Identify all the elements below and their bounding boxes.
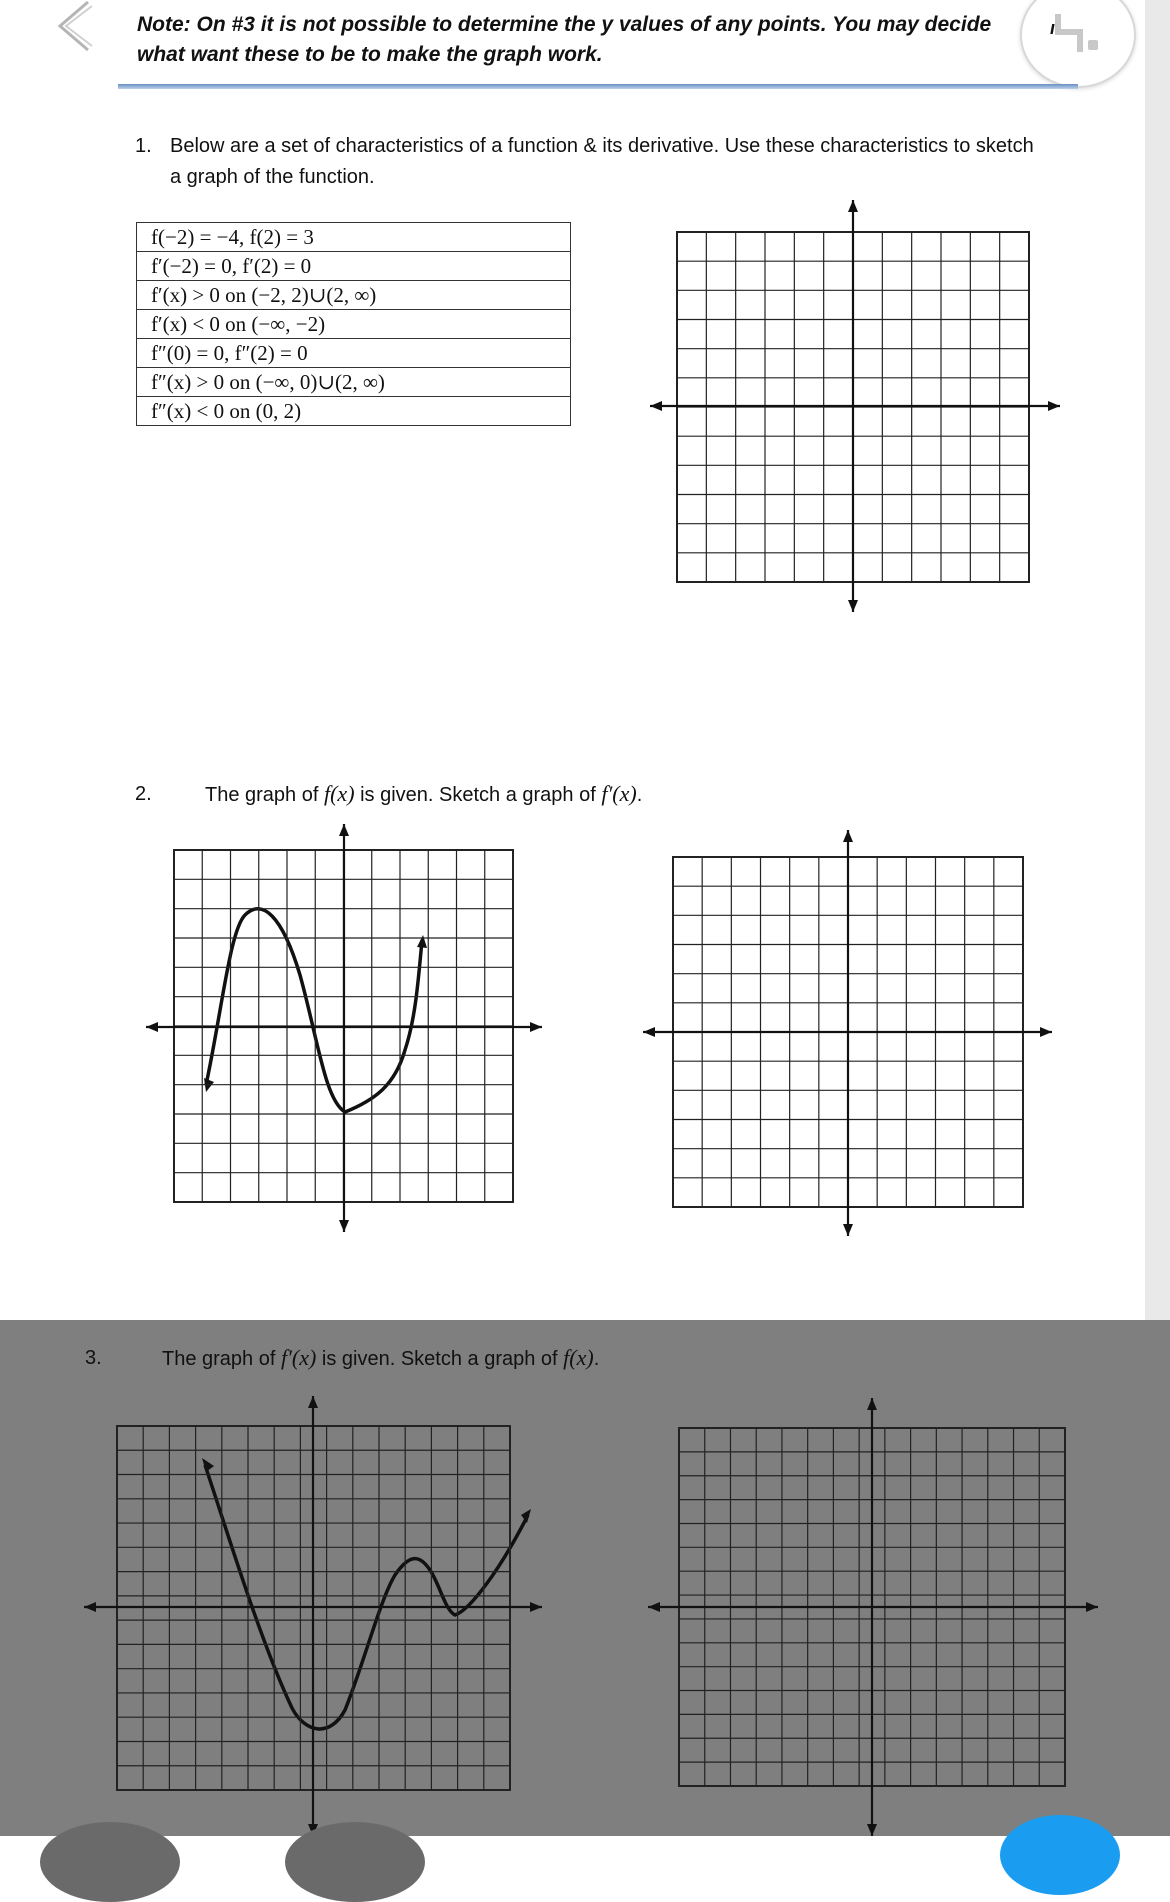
given-function: f(x) bbox=[323, 781, 355, 806]
note-lead: Note: bbox=[137, 13, 191, 36]
problem-1-number: 1. bbox=[135, 135, 152, 157]
arrow-right-icon bbox=[1086, 1602, 1098, 1612]
problem-2-number: 2. bbox=[135, 783, 152, 805]
characteristic-cell: f(−2) = −4, f(2) = 3 bbox=[137, 223, 571, 252]
problem-3-number: 3. bbox=[85, 1347, 102, 1369]
characteristic-cell: f″(0) = 0, f″(2) = 0 bbox=[137, 339, 571, 368]
given-function: f′(x) bbox=[280, 1345, 317, 1370]
characteristic-cell: f″(x) > 0 on (−∞, 0)∪(2, ∞) bbox=[137, 368, 571, 397]
axes bbox=[648, 1398, 1098, 1836]
sketch-function: f′(x) bbox=[601, 781, 637, 806]
sketch-function: f(x) bbox=[563, 1345, 594, 1370]
bottom-button[interactable] bbox=[40, 1822, 180, 1902]
bottom-accent-button[interactable] bbox=[1000, 1815, 1120, 1895]
crop-marker: ı bbox=[1050, 18, 1056, 38]
note-text: On #3 it is not possible to determine the y values of any points. You may decide what want these to be to make the graph work. bbox=[137, 13, 992, 66]
problem-3-text: The graph of f′(x) is given. Sketch a graph of f(x). bbox=[162, 1345, 600, 1370]
characteristic-cell: f′(x) < 0 on (−∞, −2) bbox=[137, 310, 571, 339]
bottom-button[interactable] bbox=[285, 1822, 425, 1902]
characteristic-cell: f′(−2) = 0, f′(2) = 0 bbox=[137, 252, 571, 281]
problem-2-text: The graph of f(x) is given. Sketch a graph of f′(x). bbox=[205, 781, 643, 806]
arrow-left-icon bbox=[648, 1602, 660, 1612]
characteristic-cell: f″(x) < 0 on (0, 2) bbox=[137, 397, 571, 426]
arrow-up-icon bbox=[867, 1398, 877, 1410]
arrow-down-icon bbox=[867, 1824, 877, 1836]
characteristic-cell: f′(x) > 0 on (−2, 2)∪(2, ∞) bbox=[137, 281, 571, 310]
problem-1-text: Below are a set of characteristics of a function & its derivative. Use these characteristics to sketch a graph of the function. bbox=[170, 135, 1034, 188]
